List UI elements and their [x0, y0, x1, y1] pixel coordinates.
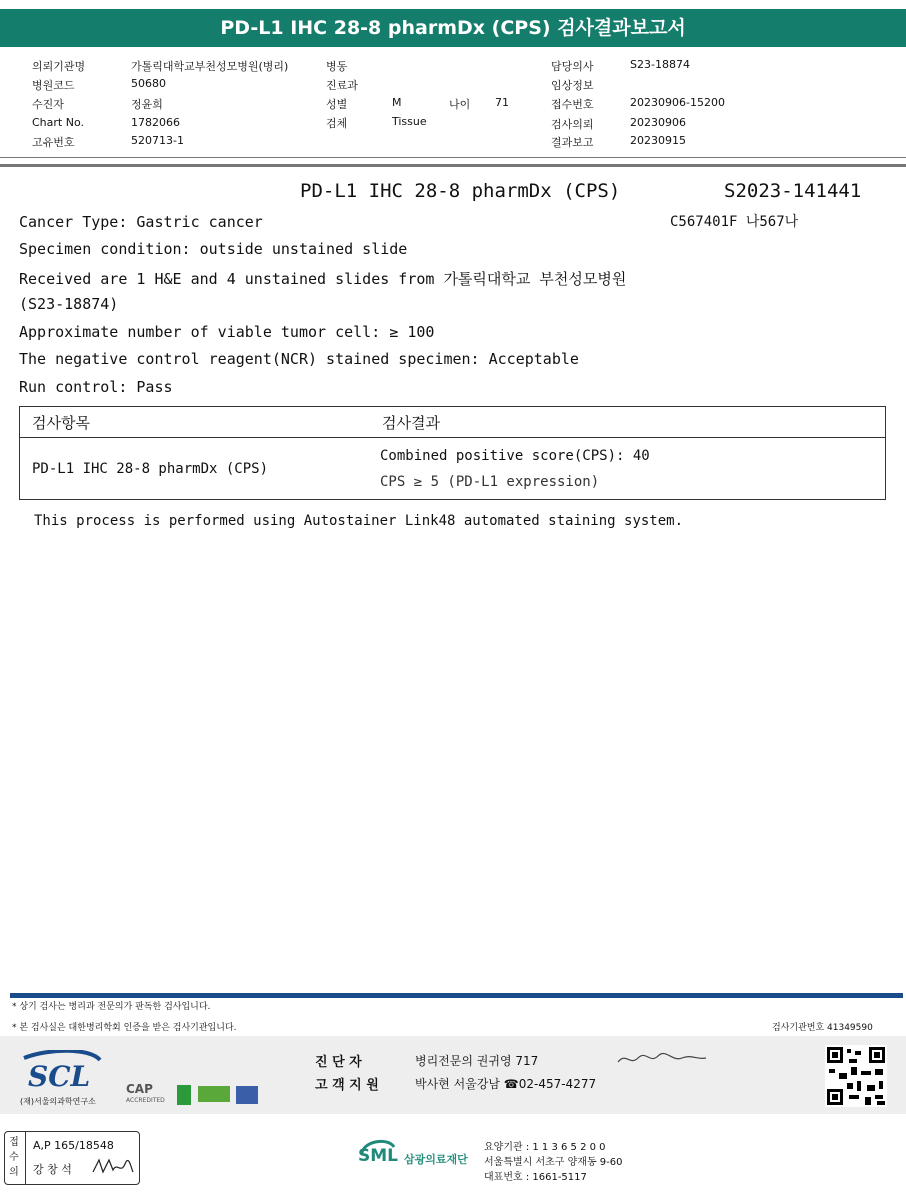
report-line: (S23-18874)	[19, 295, 119, 313]
sml-logo: SML	[358, 1146, 398, 1166]
report-line: Cancer Type: Gastric cancer	[19, 213, 263, 231]
table-row	[20, 438, 886, 500]
footer-notice: * 상기 검사는 병리과 전문의가 판독한 검사입니다.	[12, 1002, 211, 1012]
header-value: 정윤희	[131, 98, 163, 111]
header-item: 검사항목	[20, 407, 371, 438]
header-value: 20230906-15200	[630, 96, 725, 109]
table-header-row	[20, 407, 886, 438]
scl-logo	[20, 1050, 104, 1106]
receipt-stamp	[4, 1131, 140, 1185]
scl-text: SCL	[28, 1060, 91, 1093]
header-label: 의뢰기관명	[32, 60, 86, 73]
specimen-code: C567401F 나567나	[670, 214, 799, 230]
header-info	[0, 55, 906, 155]
footer-notice: * 본 검사실은 대한병리학회 인증을 받은 검사기관입니다.	[12, 1023, 237, 1033]
report-title: PD-L1 IHC 28-8 pharmDx (CPS) 검사결과보고서	[0, 9, 906, 47]
qr-code-icon	[825, 1045, 887, 1107]
header-label: 검사의뢰	[551, 118, 594, 131]
cap-sub: ACCREDITED	[126, 1097, 165, 1104]
report-line: Specimen condition: outside unstained slide	[19, 240, 408, 258]
sml-tel: 대표번호 : 1661-5117	[484, 1172, 587, 1183]
header-value: 71	[495, 96, 509, 109]
report-line: Run control: Pass	[19, 378, 173, 396]
divider	[25, 1132, 26, 1184]
support-value: 박사현 서울강남 ☎02-457-4277	[415, 1077, 597, 1091]
header-result: 검사결과	[370, 407, 886, 438]
header-value: 520713-1	[131, 134, 184, 147]
result-table	[19, 406, 886, 500]
header-value: 20230915	[630, 134, 686, 147]
sml-address: 서울특별시 서초구 양재동 9-60	[484, 1157, 623, 1168]
header-value: M	[392, 96, 402, 109]
header-label: 임상정보	[551, 79, 594, 92]
support-label: 고 객 지 원	[315, 1078, 379, 1093]
result-line: CPS ≥ 5 (PD-L1 expression)	[380, 474, 600, 490]
cap-logo: CAP	[126, 1082, 153, 1096]
header-value: 20230906	[630, 116, 686, 129]
report-number: S2023-141441	[724, 180, 862, 202]
doctor-signature-icon	[616, 1050, 712, 1068]
header-label: Chart No.	[32, 116, 84, 129]
header-label: 검체	[326, 117, 348, 130]
divider	[0, 164, 906, 167]
ap-number: A,P 165/18548	[33, 1139, 114, 1152]
header-label: 담당의사	[551, 60, 594, 73]
header-label: 진료과	[326, 79, 358, 92]
header-label: 고유번호	[32, 136, 75, 149]
process-note: This process is performed using Autostainer Link48 automated staining system.	[34, 513, 684, 529]
test-item: PD-L1 IHC 28-8 pharmDx (CPS)	[20, 438, 371, 500]
sml-code: 요양기관 : 1 1 3 6 5 2 0 0	[484, 1142, 606, 1153]
header-label: 접수번호	[551, 98, 594, 111]
report-line: The negative control reagent(NCR) stained specimen: Acceptable	[19, 350, 579, 368]
divider	[0, 157, 906, 158]
sml-name: 삼광의료재단	[404, 1153, 468, 1166]
test-result	[370, 438, 886, 500]
report-line: Received are 1 H&E and 4 unstained slides from 가톨릭대학교 부천성모병원	[19, 270, 627, 288]
scl-name: (재)서울의과학연구소	[20, 1097, 96, 1106]
report-line: Approximate number of viable tumor cell: ≥ 100	[19, 323, 435, 341]
header-value: 가톨릭대학교부천성모병원(병리)	[131, 60, 289, 73]
receiver-name: 강 창 석	[33, 1163, 72, 1176]
doctor-label: 진 단 자	[315, 1055, 362, 1070]
header-label: 병동	[326, 60, 348, 73]
stamp-vertical-label: 접수의	[9, 1137, 19, 1178]
header-label: 병원코드	[32, 79, 75, 92]
header-label: 수진자	[32, 98, 64, 111]
header-label: 성별	[326, 98, 348, 111]
header-label: 결과보고	[551, 136, 594, 149]
header-value: 50680	[131, 77, 166, 90]
accreditation-badge-icon	[198, 1086, 230, 1102]
header-value: S23-18874	[630, 58, 690, 71]
header-value: 1782066	[131, 116, 180, 129]
receiver-signature-icon	[91, 1156, 135, 1178]
accreditation-badge-icon	[236, 1086, 258, 1104]
institution-number: 검사기관번호 41349590	[772, 1023, 873, 1033]
doctor-value: 병리전문의 권귀영 717	[415, 1054, 539, 1068]
footer-bar	[10, 993, 903, 998]
header-label: 나이	[449, 98, 471, 111]
header-value: Tissue	[392, 115, 427, 128]
accreditation-badge-icon	[177, 1085, 191, 1105]
test-title: PD-L1 IHC 28-8 pharmDx (CPS)	[300, 180, 621, 202]
result-line: Combined positive score(CPS): 40	[380, 448, 650, 464]
